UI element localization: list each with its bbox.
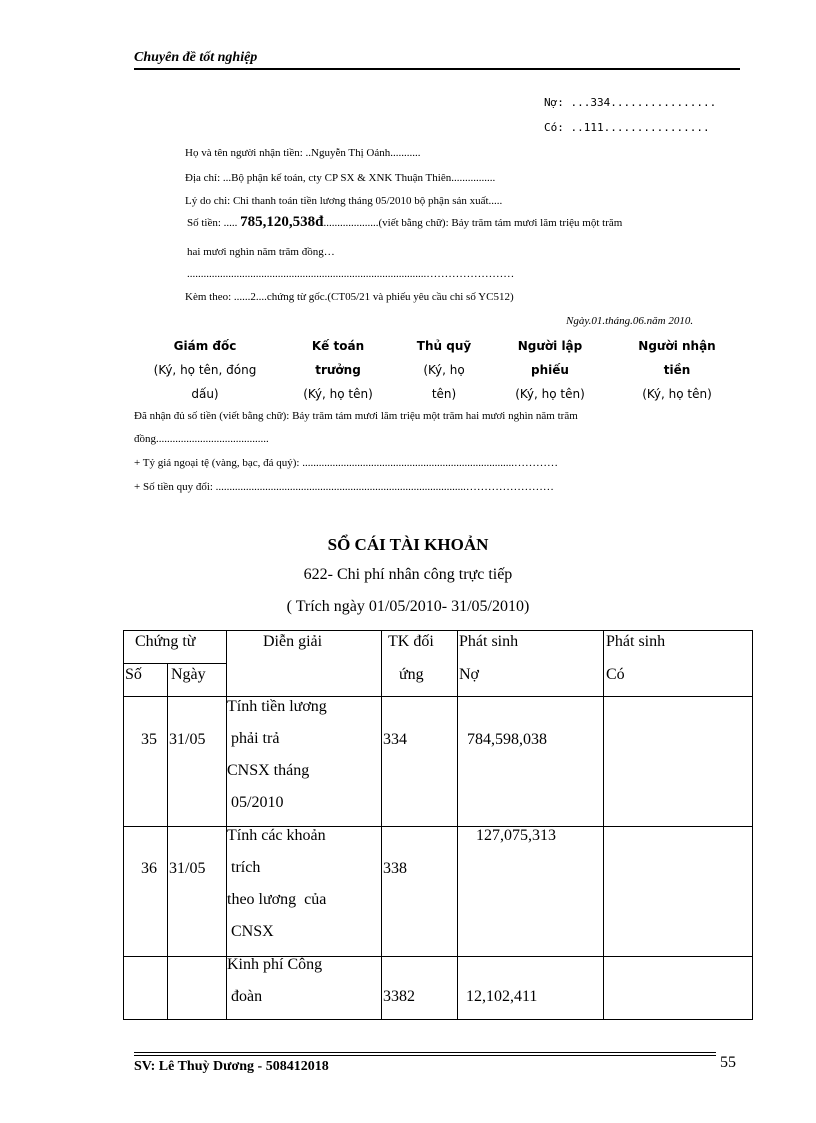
- signature-title-cont: trưởng: [315, 363, 361, 377]
- signature-title-cont: tiền: [663, 363, 691, 377]
- debit-account: Nợ: ...334................: [544, 96, 717, 109]
- amount-value: 785,120,538đ: [240, 214, 324, 230]
- row-debit: 784,598,038: [467, 731, 547, 748]
- header-credit-cont: Có: [606, 666, 625, 683]
- header-credit: Phát sinh: [606, 633, 666, 650]
- ledger-subtitle: 622- Chi phí nhân công trực tiếp: [303, 566, 513, 583]
- amount-words-continuation: hai mươi nghìn năm trăm đồng…: [187, 246, 335, 258]
- row-description-line: Tính các khoản: [227, 827, 326, 844]
- table-border: [752, 630, 753, 1020]
- received-line: Đã nhận đủ số tiền (viết bằng chữ): Bảy trăm tám mươi lăm triệu một trăm hai mươi nghìn năm trăm: [134, 410, 578, 422]
- amount-line: [187, 214, 622, 231]
- signature-chief-accountant: [286, 334, 390, 406]
- row-description-line: đoàn: [227, 988, 263, 1005]
- row-debit: 12,102,411: [466, 988, 538, 1005]
- row-description-line: theo lương của: [227, 891, 327, 908]
- header-voucher-no: Số: [125, 666, 142, 683]
- header-title: Chuyên đề tốt nghiệp: [134, 50, 258, 65]
- voucher-date: Ngày.01.tháng.06.năm 2010.: [566, 315, 694, 327]
- ledger-title: SỔ CÁI TÀI KHOẢN: [327, 535, 489, 554]
- header-voucher-date: Ngày: [171, 666, 206, 683]
- footer-student: SV: Lê Thuỳ Dương - 508412018: [134, 1059, 329, 1074]
- signature-cashier: [404, 334, 484, 406]
- credit-account: Có: ..111................: [544, 121, 710, 134]
- signature-title: Giám đốc: [173, 339, 237, 353]
- table-border: [123, 826, 753, 827]
- page-number: 55: [720, 1054, 736, 1071]
- row-contra-account: 338: [383, 860, 407, 877]
- row-voucher-date: 31/05: [169, 860, 206, 877]
- signature-title: Kế toán: [311, 339, 365, 353]
- table-border: [123, 1019, 753, 1020]
- header-voucher: Chứng từ: [135, 633, 196, 650]
- table-border: [123, 630, 124, 1020]
- ledger-table: [123, 630, 753, 1020]
- row-description-line: 05/2010: [227, 794, 284, 811]
- signature-title: Người lập: [517, 339, 583, 353]
- signature-note: (Ký, họ tên, đóng: [153, 363, 257, 377]
- signature-director: [132, 334, 278, 406]
- row-contra-account: 334: [383, 731, 407, 748]
- header-description: Diễn giải: [263, 633, 323, 650]
- row-description-line: CNSX: [227, 923, 274, 940]
- table-border: [123, 696, 753, 697]
- ledger-period: ( Trích ngày 01/05/2010- 31/05/2010): [286, 598, 530, 615]
- row-description-line: trích: [227, 859, 261, 876]
- signature-note: (Ký, họ tên): [303, 387, 373, 401]
- header-debit-cont: Nợ: [459, 666, 480, 683]
- signature-note: dấu): [191, 387, 219, 401]
- row-debit: 127,075,313: [476, 827, 556, 844]
- exchange-rate-line: + Tỷ giá ngoại tệ (vàng, bạc, đá quý): .............................................................................…………: [134, 457, 558, 469]
- footer-rule: [134, 1055, 716, 1056]
- table-border: [123, 663, 227, 664]
- row-description-line: Tính tiền lương: [227, 698, 327, 715]
- received-line-cont: đồng.........................................: [134, 433, 269, 445]
- signature-preparer: [500, 334, 600, 406]
- row-contra-account: 3382: [383, 988, 415, 1005]
- footer-rule: [134, 1052, 716, 1053]
- table-border: [167, 663, 168, 1020]
- signature-title-cont: phiếu: [531, 363, 569, 377]
- table-border: [457, 630, 458, 1020]
- header-rule: [134, 68, 740, 70]
- attachments-line: Kèm theo: ......2....chứng từ gốc.(CT05/21 và phiếu yêu cầu chi số YC512): [185, 291, 514, 303]
- row-voucher-no: 35: [141, 731, 157, 748]
- signature-note: (Ký, họ tên): [642, 387, 712, 401]
- row-description-line: Kinh phí Công: [227, 956, 323, 973]
- recipient-line: Họ và tên người nhận tiền: ..Nguyễn Thị Oảnh...........: [185, 147, 421, 159]
- header-contra-account-cont: ứng: [399, 666, 424, 683]
- row-description-line: phải trả: [227, 730, 280, 747]
- amount-prefix: Số tiền: .....: [187, 217, 241, 229]
- dots-line: .......................................................................................……………………: [187, 268, 515, 280]
- converted-amount-line: + Số tiền quy đổi: ...........................................................................................……………………: [134, 481, 554, 493]
- signature-note: tên): [431, 387, 457, 401]
- signature-receiver: [622, 334, 732, 406]
- header-contra-account: TK đối: [388, 633, 434, 650]
- signature-title: Người nhận: [638, 339, 716, 353]
- address-line: Địa chỉ: ...Bộ phận kế toán, cty CP SX & XNK Thuận Thiên................: [185, 172, 496, 184]
- table-border: [381, 630, 382, 1020]
- reason-line: Lý do chi: Chi thanh toán tiền lương tháng 05/2010 bộ phận sản xuất.....: [185, 195, 503, 207]
- table-border: [123, 956, 753, 957]
- table-border: [123, 630, 753, 631]
- row-description-line: CNSX tháng: [227, 762, 310, 779]
- table-border: [603, 630, 604, 1020]
- amount-suffix: ....................(viết bằng chữ): Bảy trăm tám mươi lăm triệu một trăm: [323, 217, 623, 229]
- header-debit: Phát sinh: [459, 633, 519, 650]
- row-voucher-no: 36: [141, 860, 157, 877]
- row-voucher-date: 31/05: [169, 731, 206, 748]
- signature-title: Thủ quỹ: [416, 339, 472, 353]
- signature-note: (Ký, họ tên): [515, 387, 585, 401]
- signature-note: (Ký, họ: [423, 363, 465, 377]
